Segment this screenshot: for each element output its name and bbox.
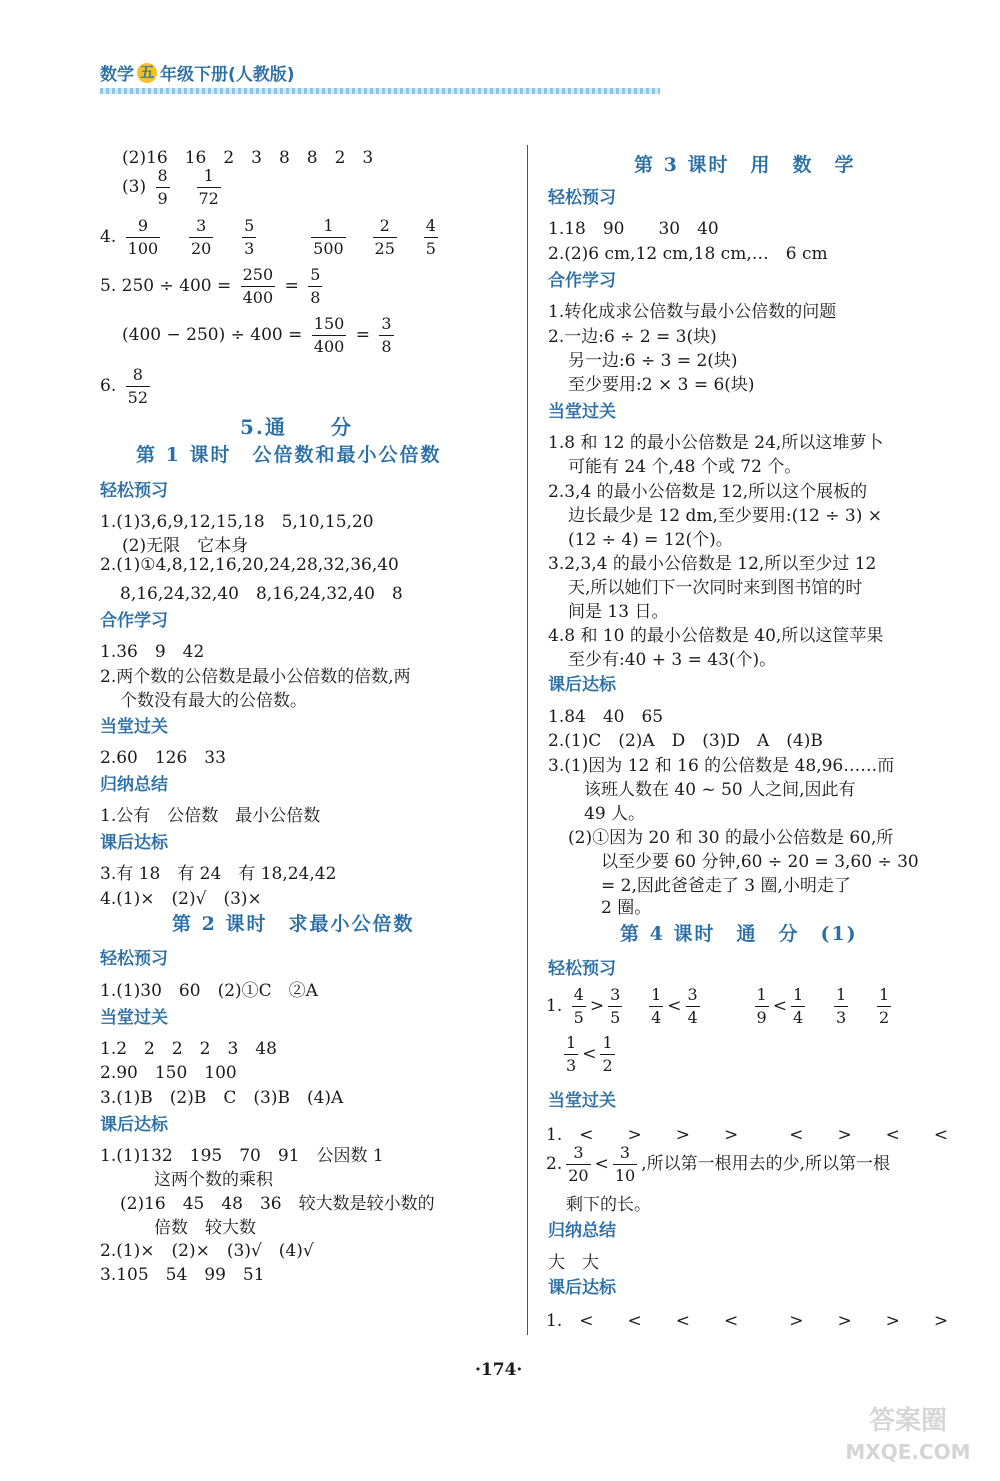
section-heading: 归纳总结 xyxy=(548,1221,616,1241)
answer-line: 可能有 24 个,48 个或 72 个。 xyxy=(568,457,802,477)
answer-text: ,所以第一根用去的少,所以第一根 xyxy=(641,1154,891,1174)
answer-line: 1. < < < < > > > > xyxy=(546,1311,949,1331)
answer-line: 2.(1)①4,8,12,16,20,24,28,32,36,40 xyxy=(100,555,399,575)
equals-sign: = xyxy=(355,325,370,345)
equals-sign: = xyxy=(284,276,299,296)
answer-line: 2.(1)C (2)A D (3)D A (4)B xyxy=(548,731,823,751)
fraction: $\frac{1}{3}$ xyxy=(835,985,847,1027)
answer-line: 1.(1)30 60 (2)①C ②A xyxy=(100,981,318,1001)
item-number: 1. xyxy=(546,996,563,1016)
item-number: 4. xyxy=(100,227,117,247)
answer-line xyxy=(122,313,398,358)
fraction: $\frac{8}{9}$ xyxy=(157,166,168,208)
expression: (400 − 250) ÷ 400 = xyxy=(122,325,303,345)
answer-line xyxy=(546,1142,890,1187)
answer-line: 间是 13 日。 xyxy=(568,602,669,622)
answer-line: 这两个数的乘积 xyxy=(154,1170,273,1190)
answer-line: 大 大 xyxy=(548,1253,599,1273)
fraction: $\frac{1}{9}$ xyxy=(756,985,767,1027)
answer-line: 边长最少是 12 dm,至少要用:(12 ÷ 3) × xyxy=(568,506,882,526)
section-heading: 轻松预习 xyxy=(100,949,168,969)
answer-line: 2.(2)6 cm,12 cm,18 cm,… 6 cm xyxy=(548,244,828,264)
fraction: $\frac{9}{100}$ xyxy=(127,216,159,258)
fraction: $\frac{2}{25}$ xyxy=(374,216,395,258)
answer-line: (2)①因为 20 和 30 的最小公倍数是 60,所 xyxy=(568,828,894,848)
answer-line: 4.8 和 10 的最小公倍数是 40,所以这筐苹果 xyxy=(548,626,884,646)
answer-line: 至少要用:2 × 3 = 6(块) xyxy=(568,375,755,395)
header-rule xyxy=(100,88,660,94)
answer-line: 2.一边:6 ÷ 2 = 3(块) xyxy=(548,327,717,347)
fraction: $\frac{1}{72}$ xyxy=(198,166,219,208)
fraction: $\frac{1}{2}$ xyxy=(602,1033,613,1075)
answer-line: 8,16,24,32,40 8,16,24,32,40 8 xyxy=(120,584,403,604)
section-heading: 合作学习 xyxy=(548,271,616,291)
item-number: 6. xyxy=(100,376,117,396)
answer-line: = 2,因此爸爸走了 3 圈,小明走了 xyxy=(601,876,851,896)
section-heading: 轻松预习 xyxy=(100,481,168,501)
answer-line: 2.两个数的公倍数是最小公倍数的倍数,两 xyxy=(100,667,411,687)
svg-text:答案圈: 答案圈 xyxy=(868,1406,948,1436)
answer-line: 1. < > > > < > < < xyxy=(546,1125,949,1145)
answer-line: 1.公有 公倍数 最小公倍数 xyxy=(100,806,321,826)
fraction: $\frac{150}{400}$ xyxy=(313,314,345,356)
answer-line xyxy=(100,215,442,260)
section-heading: 课后达标 xyxy=(548,1278,616,1298)
answer-line: 1.(1)132 195 70 91 公因数 1 xyxy=(100,1146,384,1166)
fraction: $\frac{3}{10}$ xyxy=(614,1143,636,1185)
fraction: $\frac{250}{400}$ xyxy=(242,265,274,307)
fraction: $\frac{1}{4}$ xyxy=(792,985,804,1027)
fraction: $\frac{1}{3}$ xyxy=(566,1033,577,1075)
answer-line: 1.8 和 12 的最小公倍数是 24,所以这堆萝卜 xyxy=(548,433,884,453)
answer-line xyxy=(100,264,326,309)
answer-line: 3.2,3,4 的最小公倍数是 12,所以至少过 12 xyxy=(548,554,877,574)
chapter-title: 5.通 分 xyxy=(240,415,353,439)
fraction: $\frac{4}{5}$ xyxy=(425,216,436,258)
section-heading: 合作学习 xyxy=(100,611,168,631)
page-number: ·174· xyxy=(475,1360,523,1380)
fraction: $\frac{3}{20}$ xyxy=(191,216,212,258)
answer-line: 2.60 126 33 xyxy=(100,748,226,768)
answer-line: 另一边:6 ÷ 3 = 2(块) xyxy=(568,351,738,371)
section-heading: 轻松预习 xyxy=(548,959,616,979)
fraction: $\frac{3}{20}$ xyxy=(568,1143,589,1185)
fraction: $\frac{1}{2}$ xyxy=(878,985,890,1027)
answer-line: 1.(1)3,6,9,12,15,18 5,10,15,20 xyxy=(100,512,374,532)
header-grade: 年级下册(人教版) xyxy=(160,65,295,85)
answer-line xyxy=(546,984,895,1029)
answer-line: 3.105 54 99 51 xyxy=(100,1265,265,1285)
header-subject: 数学 xyxy=(100,65,134,85)
answer-line: 该班人数在 40 ~ 50 人之间,因此有 xyxy=(584,780,856,800)
fraction: $\frac{1}{500}$ xyxy=(313,216,344,258)
answer-line: 剩下的长。 xyxy=(566,1195,651,1215)
answer-line: 1.18 90 30 40 xyxy=(548,219,719,239)
expression: 5. 250 ÷ 400 = xyxy=(100,276,232,296)
item-number: (3) xyxy=(122,177,147,197)
lesson-title: 第 2 课时 求最小公倍数 xyxy=(172,913,415,935)
answer-line: (2)16 45 48 36 较大数是较小数的 xyxy=(120,1194,435,1214)
answer-line: 2 圈。 xyxy=(601,898,652,918)
answer-line xyxy=(560,1032,619,1077)
section-heading: 当堂过关 xyxy=(100,1008,168,1028)
answer-line: 1.84 40 65 xyxy=(548,707,664,727)
watermark-logo xyxy=(838,1399,978,1469)
answer-line xyxy=(100,364,154,409)
answer-line: 个数没有最大的公倍数。 xyxy=(120,691,307,711)
answer-line: 3.(1)B (2)B C (3)B (4)A xyxy=(100,1088,344,1108)
section-heading: 归纳总结 xyxy=(100,775,168,795)
svg-text:MXQE.COM: MXQE.COM xyxy=(845,1440,971,1464)
section-heading: 课后达标 xyxy=(548,675,616,695)
fraction: $\frac{5}{3}$ xyxy=(244,216,255,258)
fraction: $\frac{8}{52}$ xyxy=(127,365,148,407)
answer-line: 4.(1)× (2)√ (3)× xyxy=(100,889,262,909)
lesson-title: 第 3 课时 用 数 学 xyxy=(634,154,856,176)
section-heading: 轻松预习 xyxy=(548,188,616,208)
lesson-title: 第 1 课时 公倍数和最小公倍数 xyxy=(136,444,442,466)
answer-line: 倍数 较大数 xyxy=(154,1218,256,1238)
column-divider xyxy=(527,145,528,1335)
fraction: $\frac{3}{5}$ xyxy=(610,985,621,1027)
answer-line: (2)无限 它本身 xyxy=(122,536,249,556)
lesson-title: 第 4 课时 通 分 (1) xyxy=(620,923,858,945)
comparison-sign: < xyxy=(582,1044,597,1064)
section-heading: 当堂过关 xyxy=(100,717,168,737)
comparison-sign: < xyxy=(594,1154,609,1174)
grade-badge: 五 xyxy=(137,63,157,83)
answer-line: 天,所以她们下一次同时来到图书馆的时 xyxy=(568,578,863,598)
answer-line: 以至少要 60 分钟,60 ÷ 20 = 3,60 ÷ 30 xyxy=(601,852,919,872)
answer-line: 2.3,4 的最小公倍数是 12,所以这个展板的 xyxy=(548,482,868,502)
answer-line xyxy=(122,165,225,210)
fraction: $\frac{3}{4}$ xyxy=(687,985,698,1027)
answer-line: 2.(1)× (2)× (3)√ (4)√ xyxy=(100,1241,314,1261)
answer-line: 3.(1)因为 12 和 16 的公倍数是 48,96……而 xyxy=(548,756,895,776)
comparison-sign: < xyxy=(667,996,682,1016)
answer-line: (2)16 16 2 3 8 8 2 3 xyxy=(122,148,374,168)
comparison-sign: > xyxy=(589,996,605,1016)
section-heading: 当堂过关 xyxy=(548,1091,616,1111)
answer-line: 1.36 9 42 xyxy=(100,642,205,662)
answer-line: 1.2 2 2 2 3 48 xyxy=(100,1039,277,1059)
fraction: $\frac{3}{8}$ xyxy=(381,314,392,356)
answer-line: 49 人。 xyxy=(584,804,646,824)
fraction: $\frac{5}{8}$ xyxy=(310,265,321,307)
answer-line: 2.90 150 100 xyxy=(100,1063,237,1083)
fraction: $\frac{4}{5}$ xyxy=(573,985,584,1027)
answer-line: 3.有 18 有 24 有 18,24,42 xyxy=(100,864,337,884)
comparison-sign: < xyxy=(772,996,787,1016)
answer-line: 1.转化成求公倍数与最小公倍数的问题 xyxy=(548,302,837,322)
section-heading: 课后达标 xyxy=(100,833,168,853)
section-heading: 当堂过关 xyxy=(548,402,616,422)
section-heading: 课后达标 xyxy=(100,1115,168,1135)
item-number: 2. xyxy=(546,1154,563,1174)
answer-line: 至少有:40 + 3 = 43(个)。 xyxy=(568,650,777,670)
answer-line: (12 ÷ 4) = 12(个)。 xyxy=(568,530,733,550)
book-header xyxy=(100,60,295,85)
fraction: $\frac{1}{4}$ xyxy=(651,985,662,1027)
